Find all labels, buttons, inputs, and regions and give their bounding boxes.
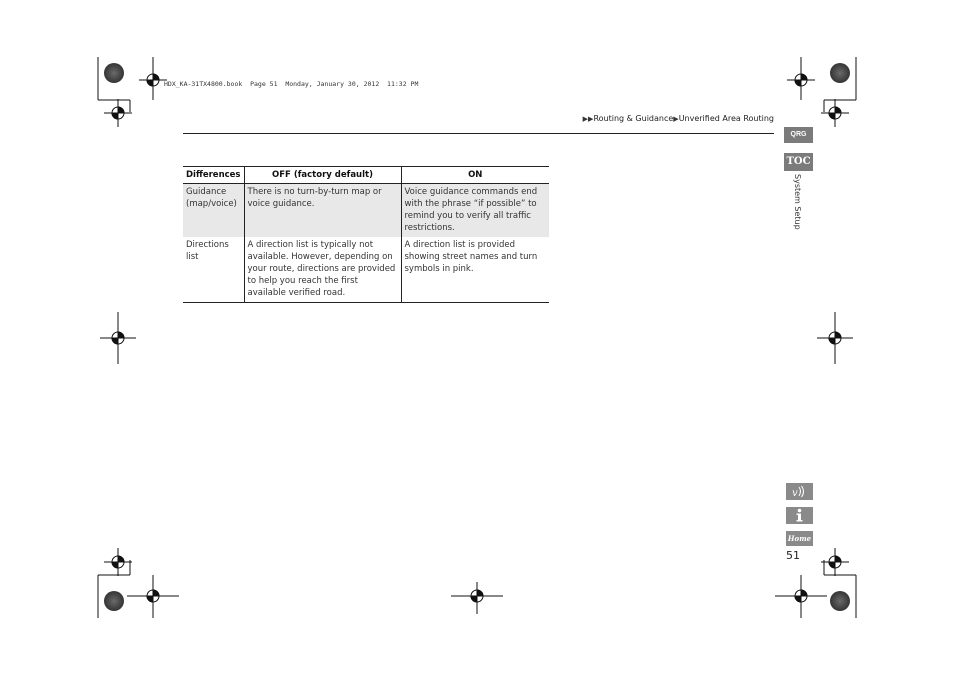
voice-command-button[interactable]	[786, 483, 813, 500]
breadcrumb	[583, 114, 774, 123]
row-on-value: A direction list is provided showing street names and turn symbols in pink.	[401, 237, 549, 303]
toc-button[interactable]: TOC	[784, 153, 813, 171]
section-label: System Setup	[793, 174, 802, 230]
home-icon: Home	[787, 534, 812, 543]
row-off-value: There is no turn-by-turn map or voice guidance.	[244, 184, 401, 238]
arrow-icon: ▶	[673, 115, 679, 123]
table-row	[183, 237, 549, 303]
breadcrumb-section[interactable]: Routing & Guidance	[593, 114, 674, 123]
row-on-value: Voice guidance commands end with the phrase “if possible” to remind you to verify all traffic restrictions.	[401, 184, 549, 238]
column-header-off: OFF (factory default)	[244, 167, 401, 184]
table-row	[183, 184, 549, 238]
row-difference: Guidance (map/voice)	[183, 184, 244, 238]
registration-disc-bottom-left	[104, 591, 124, 611]
registration-disc-top-right	[830, 63, 850, 83]
print-file-info: HDX_KA-31TX4800.book Page 51 Monday, January 30, 2012 11:32 PM	[164, 80, 419, 88]
header-rule	[183, 133, 774, 134]
registration-disc-top-left	[104, 63, 124, 83]
column-header-differences: Differences	[183, 167, 244, 184]
column-header-on: ON	[401, 167, 549, 184]
svg-text:v: v	[792, 488, 798, 499]
differences-table	[183, 166, 549, 303]
registration-disc-bottom-right	[830, 591, 850, 611]
info-icon	[786, 507, 813, 524]
breadcrumb-topic: Unverified Area Routing	[678, 114, 774, 123]
info-button[interactable]	[786, 507, 813, 524]
table-header-row	[183, 167, 549, 184]
page-number: 51	[786, 549, 800, 562]
home-button[interactable]	[786, 531, 813, 546]
voice-command-icon	[786, 483, 813, 500]
row-off-value: A direction list is typically not available. However, depending on your route, directions are provided to help you reach the first available verified road.	[244, 237, 401, 303]
row-difference: Directions list	[183, 237, 244, 303]
qrg-button[interactable]: QRG	[784, 127, 813, 143]
double-arrow-icon: ▶▶	[582, 115, 594, 123]
